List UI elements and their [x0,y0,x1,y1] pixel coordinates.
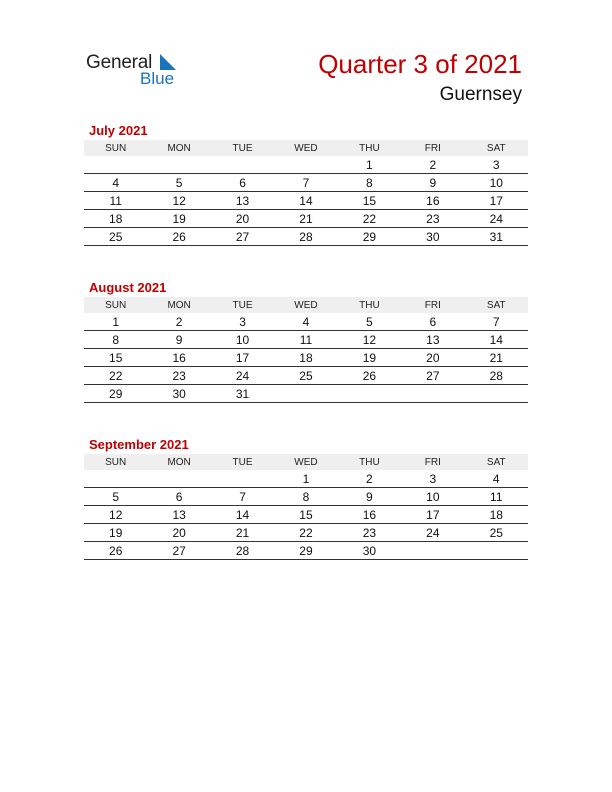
month-july [84,122,528,246]
day-cell: 9 [338,488,401,506]
day-cell: 25 [274,367,337,385]
day-cell: 8 [338,174,401,192]
day-cell: 10 [401,488,464,506]
day-cell: 5 [84,488,147,506]
day-cell: 2 [147,313,210,331]
day-cell: 21 [465,349,528,367]
weekday-header: SAT [465,297,528,313]
day-cell: 22 [84,367,147,385]
day-cell: 6 [147,488,210,506]
week-row [84,313,528,331]
week-row [84,228,528,246]
month-september [84,436,528,560]
day-cell: 15 [338,192,401,210]
weekday-header: FRI [401,454,464,470]
calendar-grid [84,454,528,560]
day-cell [147,156,210,174]
day-cell [401,385,464,403]
day-cell: 24 [401,524,464,542]
quarter-title: Quarter 3 of 2021 [318,49,522,79]
week-row [84,331,528,349]
day-cell: 16 [338,506,401,524]
day-cell: 21 [274,210,337,228]
day-cell [401,542,464,560]
day-cell: 31 [465,228,528,246]
logo-text-blue: Blue [140,69,175,88]
day-cell: 7 [211,488,274,506]
weekday-header: WED [274,297,337,313]
day-cell: 1 [274,470,337,488]
day-cell: 8 [84,331,147,349]
day-cell: 4 [84,174,147,192]
day-cell: 14 [465,331,528,349]
day-cell: 3 [465,156,528,174]
day-cell: 22 [338,210,401,228]
day-cell: 7 [274,174,337,192]
weekday-header: TUE [211,297,274,313]
day-cell [465,385,528,403]
week-row [84,349,528,367]
week-row [84,385,528,403]
day-cell: 29 [84,385,147,403]
day-cell: 15 [274,506,337,524]
day-cell: 17 [401,506,464,524]
month-title: July 2021 [89,123,148,138]
day-cell: 31 [211,385,274,403]
day-cell: 25 [465,524,528,542]
week-row [84,524,528,542]
day-cell: 7 [465,313,528,331]
day-cell: 26 [338,367,401,385]
day-cell: 12 [84,506,147,524]
day-cell: 1 [84,313,147,331]
week-row [84,367,528,385]
day-cell: 15 [84,349,147,367]
week-row [84,174,528,192]
weekday-header: SAT [465,454,528,470]
day-cell [84,156,147,174]
day-cell: 11 [274,331,337,349]
day-cell: 28 [274,228,337,246]
day-cell: 23 [401,210,464,228]
day-cell: 16 [147,349,210,367]
day-cell: 29 [338,228,401,246]
week-row [84,210,528,228]
weekday-header: MON [147,140,210,156]
day-cell: 21 [211,524,274,542]
weekday-header-row [84,454,528,470]
day-cell: 25 [84,228,147,246]
weekday-header: WED [274,454,337,470]
day-cell: 24 [211,367,274,385]
day-cell [274,385,337,403]
week-row [84,542,528,560]
day-cell: 20 [211,210,274,228]
day-cell: 22 [274,524,337,542]
day-cell: 27 [147,542,210,560]
day-cell: 20 [401,349,464,367]
day-cell: 14 [274,192,337,210]
day-cell [338,385,401,403]
day-cell: 14 [211,506,274,524]
day-cell: 5 [338,313,401,331]
weekday-header: TUE [211,454,274,470]
weekday-header: SUN [84,454,147,470]
day-cell: 13 [211,192,274,210]
day-cell: 10 [465,174,528,192]
day-cell: 6 [211,174,274,192]
weekday-header-row [84,297,528,313]
day-cell: 30 [401,228,464,246]
week-row [84,470,528,488]
day-cell: 13 [147,506,210,524]
weekday-header: MON [147,297,210,313]
day-cell: 3 [211,313,274,331]
logo-text-general: General [86,52,153,73]
weekday-header: THU [338,454,401,470]
day-cell: 19 [338,349,401,367]
weekday-header: FRI [401,297,464,313]
day-cell: 19 [84,524,147,542]
day-cell: 23 [147,367,210,385]
day-cell: 2 [338,470,401,488]
week-row [84,192,528,210]
weekday-header: FRI [401,140,464,156]
day-cell: 26 [84,542,147,560]
country-name: Guernsey [439,84,522,105]
day-cell: 8 [274,488,337,506]
week-row [84,506,528,524]
day-cell: 26 [147,228,210,246]
day-cell [147,470,210,488]
day-cell: 4 [274,313,337,331]
weekday-header: THU [338,140,401,156]
day-cell: 27 [211,228,274,246]
day-cell: 11 [465,488,528,506]
logo [86,52,196,92]
day-cell: 18 [84,210,147,228]
weekday-header: WED [274,140,337,156]
day-cell: 24 [465,210,528,228]
calendar-grid [84,140,528,246]
weekday-header-row [84,140,528,156]
day-cell: 30 [147,385,210,403]
day-cell [84,470,147,488]
day-cell: 19 [147,210,210,228]
day-cell: 17 [211,349,274,367]
day-cell: 20 [147,524,210,542]
day-cell: 9 [401,174,464,192]
weekday-header: SUN [84,297,147,313]
day-cell: 30 [338,542,401,560]
day-cell: 12 [338,331,401,349]
day-cell: 6 [401,313,464,331]
calendar-grid [84,297,528,403]
day-cell: 5 [147,174,210,192]
day-cell [211,156,274,174]
day-cell: 18 [465,506,528,524]
month-title: September 2021 [89,437,189,452]
day-cell [211,470,274,488]
month-title: August 2021 [89,280,167,295]
week-row [84,488,528,506]
month-august [84,279,528,403]
day-cell: 10 [211,331,274,349]
day-cell: 1 [338,156,401,174]
day-cell: 28 [465,367,528,385]
day-cell: 4 [465,470,528,488]
day-cell [274,156,337,174]
day-cell: 12 [147,192,210,210]
week-row [84,156,528,174]
weekday-header: SUN [84,140,147,156]
day-cell: 16 [401,192,464,210]
day-cell: 3 [401,470,464,488]
day-cell: 18 [274,349,337,367]
weekday-header: SAT [465,140,528,156]
day-cell: 2 [401,156,464,174]
weekday-header: THU [338,297,401,313]
day-cell: 9 [147,331,210,349]
weekday-header: TUE [211,140,274,156]
weekday-header: MON [147,454,210,470]
day-cell: 13 [401,331,464,349]
day-cell: 23 [338,524,401,542]
day-cell: 17 [465,192,528,210]
day-cell: 11 [84,192,147,210]
day-cell: 27 [401,367,464,385]
day-cell [465,542,528,560]
day-cell: 28 [211,542,274,560]
day-cell: 29 [274,542,337,560]
